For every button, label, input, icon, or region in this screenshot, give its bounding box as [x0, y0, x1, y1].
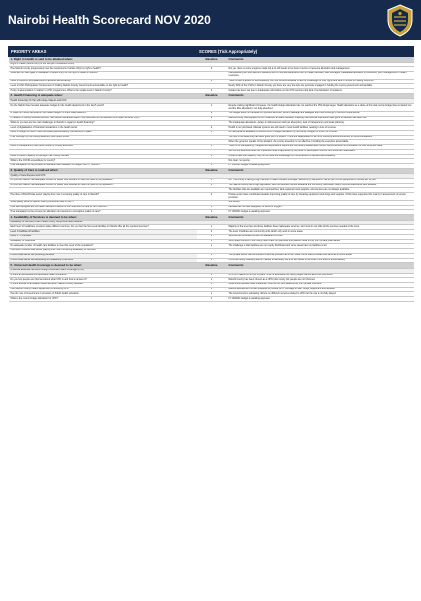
table-row: [9, 104, 414, 112]
priority-cell: 3. Quality of Care is realised when:: [9, 168, 197, 174]
priority-cell: Level 2 - 3 Facilities: [9, 234, 197, 239]
comment-cell: Most health centres in the county face a lack of medicines and patients have to buy from private pharmacies.: [227, 239, 414, 244]
comment-cell: Despite making significant increases, the health budget allocation has not reached the 15% Abuja target. Health allocation as a share of the total county budget has remained low and the little allocated is not fully absorbed.: [227, 104, 414, 112]
priority-cell: What do you feel are the main challenges in Nairobi in regard to health financing?: [9, 121, 197, 126]
baseline-cell: 1: [197, 244, 227, 249]
baseline-cell: 2: [197, 67, 227, 72]
comment-cell: The challenge is that facilities are not evenly distributed and some areas have no facilities at all.: [227, 244, 414, 249]
priority-cell: What is the COVID expenditure for county?: [9, 159, 197, 164]
priority-cell: Is there access to affordable medicines within Nairobi County facilities?: [9, 283, 197, 288]
baseline-cell: Baseline: [197, 215, 227, 221]
comment-cell: Citizens have low capacity; they do not have the knowledge nor the structures to demand accountability.: [227, 154, 414, 159]
priority-cell: Has Nairobi county progressively met the requirement of article 43(1) on right to health?: [9, 67, 197, 72]
baseline-cell: 2: [197, 89, 227, 94]
baseline-cell: 1: [197, 179, 227, 184]
scorecard-table: [8, 46, 414, 302]
priority-cell: What is the county budget allocation for UHC?: [9, 297, 197, 302]
comment-cell: CSOs are doing relatively well on matters of advocacy but a lot still needs to be done in the area of accountability.: [227, 258, 414, 263]
comment-cell: Comments: [227, 93, 414, 99]
comment-cell: Not clear; no reports.: [227, 159, 414, 164]
comment-cell: Comments: [227, 57, 414, 63]
table-header-row: [9, 47, 414, 57]
baseline-cell: Baseline: [197, 263, 227, 269]
baseline-cell: Baseline: [197, 93, 227, 99]
priority-cell: Do you feel Nairobi has adequate number of health care workers to meet the need of its population?: [9, 179, 197, 184]
comment-cell: Nairobi county has stopped the FIF collection at health facilities, meaning that revenue that would have gone to facilities has been lost.: [227, 116, 414, 121]
title-bar: [0, 0, 421, 40]
comment-cell: Services are provided but are not available 24 hours.: [227, 234, 414, 239]
priority-cell: Is value for money achieved in the health budget? Is there value addition?: [9, 111, 197, 116]
comment-cell: Comments: [227, 263, 414, 269]
baseline-cell: 1: [197, 225, 227, 230]
comment-cell: UHC is in Nairobi is not yet in place. NHIF is accessible but many people cannot afford the premiums.: [227, 273, 414, 278]
baseline-cell: 1: [197, 130, 227, 135]
baseline-cell: Baseline: [197, 168, 227, 174]
baseline-cell: 2: [197, 126, 227, 131]
priority-cell: Is there an accessible and affordable health insurance?: [9, 273, 197, 278]
comment-cell: FY 2020/21 budget is awaiting approval.: [227, 210, 414, 215]
priority-cell: CSO/Private sector are advocating for availability of services: [9, 258, 197, 263]
comment-cell: Uptake has been low due to inadequate information on the UHC services and lack of sensitization of residents.: [227, 89, 414, 94]
priority-cell: What quality skills do Nairobi county personnel have in MCH?: [9, 201, 197, 206]
baseline-cell: 2: [197, 111, 227, 116]
priority-cell: Level of transparency over public funds by County Executive: [9, 145, 197, 150]
baseline-cell: 1: [197, 278, 227, 283]
table-row: [9, 297, 414, 302]
baseline-cell: 1: [197, 239, 227, 244]
comment-cell: The Nairobi county has a high population, and the facilities that are available are not evenly distributed. Many informal settlements lack facilities.: [227, 183, 414, 188]
baseline-cell: 1: [197, 205, 227, 210]
priority-cell: Quality of Care Request and UHC: [9, 174, 197, 179]
comment-cell: We find the executive does not implement what is approved by the public in participation forums, and funds are reallocated.: [227, 149, 414, 154]
priority-cell: How well equipped are the health facilities to attend to the continuum of care for MCH service?: [9, 205, 197, 210]
priority-cell: Do the Nairobi has invested adequate budget for the health department in the last 5 years?: [9, 104, 197, 112]
page-title: Nairobi Health Scorecard NOV 2020: [8, 13, 211, 27]
priority-cell: Level of CSO Participation/ Involvement in holding Nairobi County Government accountable on the right to health?: [9, 84, 197, 89]
baseline-cell: 1: [197, 287, 227, 292]
comment-cell: While some facilities have medicines, most do not; and patients buy from private chemists.: [227, 283, 414, 288]
baseline-cell: 2: [197, 116, 227, 121]
priority-cell: Health Financing On Par with Abuja, Maputo and UHC: [9, 99, 197, 104]
priority-cell: Policy implementation in relation to UHC programmes. What is the uptake level in Nairobi County?: [9, 89, 197, 94]
comment-cell: No mechanisms available to monitor MNCH budget utilization by the county. Budget for MNCH is minimal.: [227, 130, 414, 135]
baseline-cell: 2: [197, 79, 227, 84]
priority-cell: Level of citizen capacity to oversight their county officials: [9, 154, 197, 159]
baseline-cell: 1: [197, 283, 227, 288]
priority-cell: Has there CSOs/Private sector playing their role in ensuring availability of Services: [9, 249, 197, 254]
comment-cell: Facilities are not well equipped; no blood or oxygen.: [227, 205, 414, 210]
comment-cell: The facilities that are available are overstretched, lack equipment and supplies, and services are not always available.: [227, 188, 414, 193]
priority-cell: Level 1 Facilities & Facilities: [9, 230, 197, 235]
priority-cell: How transparent is the process for allocation and utilisation of budget from FY 2020/21: [9, 164, 197, 169]
baseline-cell: 2: [197, 230, 227, 235]
comment-cell: There is no transparency; budgets and expenditure reports are not publicly availed and citizens cannot access the information on how funds are used.: [227, 145, 414, 150]
priority-cell: Has the role of Government in provision of Public health education: [9, 292, 197, 297]
header-scores: SCORES (Tick Appropriately): [197, 47, 414, 57]
baseline-cell: Baseline: [197, 57, 227, 63]
table-body: [9, 57, 414, 302]
baseline-cell: 2: [197, 273, 227, 278]
comment-cell: Comments: [227, 215, 414, 221]
comment-cell: The level 1 facilities are community units which only work in some areas.: [227, 230, 414, 235]
baseline-cell: 2: [197, 193, 227, 201]
comment-cell: There is still no action for accountability from the citizens because of lack of knowledge on their rights and lack of forums for raising concerns.: [227, 79, 414, 84]
comment-cell: The budget does not translate to improved services; there is wastage and leakages and most funds go to recurrent expenditure.: [227, 111, 414, 116]
baseline-cell: 1: [197, 145, 227, 150]
comment-cell: Comments: [227, 168, 414, 174]
priority-cell: Has Nairobi County Health department is achieving UHC: [9, 287, 197, 292]
comment-cell: The Government is educating citizens on different services related to UHC but the role is not fully played.: [227, 292, 414, 297]
comment-cell: Not yet, there is some progress made but a lot still needs to be done in terms of resource allocation and management.: [227, 67, 414, 72]
baseline-cell: 1: [197, 104, 227, 112]
baseline-cell: 1: [197, 210, 227, 215]
priority-cell: Availability of medicines: [9, 239, 197, 244]
baseline-cell: 2: [197, 258, 227, 263]
priority-cell: How transparent is the process for allocation of resources to strengthen quality of care?: [9, 210, 197, 215]
comment-cell: The inadequate allocations, delays in disbursement and low absorption, lack of transparency and weak planning.: [227, 121, 414, 126]
priority-cell: Has there CSOs/Private sector playing their role in ensuring quality of care in Nairobi?: [9, 193, 197, 201]
comment-cell: Majority of the level two and three facilities have inadequate services, and most do not offer all the services needed at the level.: [227, 225, 414, 230]
baseline-cell: 1: [197, 154, 227, 159]
comment-cell: Nairobi County has been chosen as a UHC pilot county but people are not informed.: [227, 278, 414, 283]
comment-cell: Nairobi facilities are not well prepared to provide UHC; shortage of staff, drugs, equipment and facilities.: [227, 287, 414, 292]
priority-cell: Availability of Services Under Health Policy, Kenya 2014 and onwards: [9, 220, 197, 225]
priority-cell: 1. Right to Health is said to be attained when:: [9, 57, 197, 63]
baseline-cell: 1: [197, 292, 227, 297]
priority-cell: Do adequate number of health care facilities to meet the need of the population?: [9, 244, 197, 249]
baseline-cell: 2: [197, 234, 227, 239]
comment-cell: Health is not prioritised. Manual systems are still used in most health facilities, leading to loss of revenue.: [227, 126, 414, 131]
priority-cell: Each level of healthcare provision takes different services. Do you feel the five levels facilities in Nairobi offer all the required services?: [9, 225, 197, 230]
priority-cell: Do you feel Nairobi has adequate number of health care facilities to meet the need of its population?: [9, 183, 197, 188]
priority-cell: 4. Availability of Services is deemed to be when:: [9, 215, 197, 221]
priority-cell: Level of citizen/CSOs awareness to achieve accountability: [9, 79, 197, 84]
comment-cell: Nearly 30% of the CSOs in Nairobi County yet there are very few who are seriously engaged in holding the county government accountable.: [227, 84, 414, 89]
baseline-cell: 1: [197, 297, 227, 302]
comment-cell: When the governor speaks of the situation, the county assembly is not effective in holding the executive accountable.: [227, 140, 414, 145]
priority-cell: What are the main gaps in realisation of article 43(1) on the right to health in Nairobi?: [9, 71, 197, 79]
header-priority-areas: PRIORITY AREAS: [9, 47, 197, 57]
priority-cell: Level of budget for MNCH and the existing accountability mechanisms in place: [9, 130, 197, 135]
comment-cell: FY 2020/21 budget is awaiting approval.: [227, 297, 414, 302]
baseline-cell: 2: [197, 183, 227, 188]
coat-of-arms-logo: [385, 4, 415, 37]
priority-cell: Prior oversight by the county assembly over public funds: [9, 135, 197, 140]
priority-cell: Universal Essential Services through Universal Health Coverage (UHC): [9, 268, 197, 273]
baseline-cell: 1: [197, 164, 227, 169]
comment-cell: FY 2020/21 budget is awaiting approval.: [227, 164, 414, 169]
priority-cell: Level of digitalisation of financial transactions in the health sector: [9, 126, 197, 131]
table-row: [9, 71, 414, 79]
comment-cell: Not known.: [227, 201, 414, 206]
priority-cell: 2. Health Financing is adequate when:: [9, 93, 197, 99]
priority-cell: CSO/Private sector are providing Services: [9, 253, 197, 258]
baseline-cell: [197, 71, 227, 79]
priority-cell: In relation to county revenue sources, has Nairobi demanded back in the revenues for the facilities from health services (FIF)?: [9, 116, 197, 121]
comment-cell: The private sector has contributed to service provision at a cost, while CSOs have provided free services in some areas.: [227, 253, 414, 258]
baseline-cell: 2: [197, 253, 227, 258]
comment-cell: Inaccessibility as most Nairobi's residents live in informal settlements with no health facilities; staff shortages; inadequate allocation of resources; poor management of health resources.: [227, 71, 414, 79]
priority-cell: 5. Universal Health Coverage is deemed to be when:: [9, 263, 197, 269]
comment-cell: The role of the assembly has been good but it is politics. There are weaknesses in terms of follow-up and enforcement of recommendations.: [227, 135, 414, 140]
comment-cell: Private sector have contributed towards improving quality of care by donating equipment and drugs and supplies. CSOs have supported the county in assessment of service provision.: [227, 193, 414, 201]
comment-cell: No. The county is facing a high number of health workers shortage. Nairobi only has about 1 doctor per 10,000 people and 8 nurses per 10,000.: [227, 179, 414, 184]
table-row: [9, 193, 414, 201]
priority-cell: Right to Health (article 43(1) of the Kenyan Constitution 2010): [9, 62, 197, 67]
priority-cell: Do you feel people are informed about what UHC is and how to access it?: [9, 278, 197, 283]
